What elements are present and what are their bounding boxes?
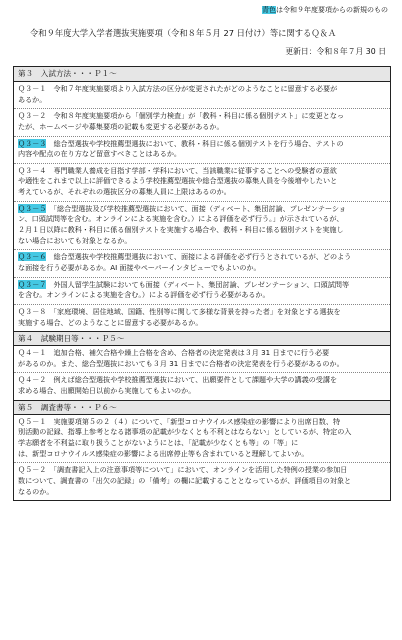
qa-item [14,82,390,109]
legend-note [262,5,388,16]
section-header: 第３ 入試方法・・・Ｐ１～ [14,67,390,82]
question-line [18,122,386,133]
question-text: 令和７年度実施要項より入試方法の区分が変更されたがどのようなことに留意する必要が [46,84,338,93]
question-text: 実施する場合、どのようなことに留意する必要があるか。 [18,317,203,327]
updated-date: 更新日：令和８年７月 30 日 [285,47,386,56]
question-text: があるのか。また、総合型選抜においても３月 31 日までに合格者の決定発表を行う必要があるのか。 [18,358,344,368]
question-line [18,149,386,160]
question-line [18,318,386,329]
question-number: Ｑ５－１ [18,416,47,426]
qa-item [14,373,390,399]
question-number: Ｑ３－５ [18,203,47,213]
qa-item [14,202,390,251]
question-number: Ｑ３－８ [18,306,47,316]
question-number: Ｑ３－３ [18,138,47,148]
question-line [18,290,386,301]
question-text: な面接を行う必要があるか。AI 面接やペーパーインタビューでもよいのか。 [18,262,261,272]
qa-item [14,346,390,373]
question-text: ２月１日以降に教科・科目に係る個別テストを実施する場合や、教科・科目に係る個別テストを実施し [18,225,344,235]
question-line [18,84,386,95]
question-line [18,252,386,263]
question-text: 追加合格、補欠合格や繰上合格を含め、合格者の決定発表は３月 31 日までに行う必要 [46,348,330,358]
question-text: 別活動の記録、指導上参考となる諸事項の記載が少なくとも不利とはならない」としているが、特定の入 [18,427,352,437]
legend-text: は令和９年度要項からの新規のもの [276,6,388,14]
qa-item [14,305,390,331]
page-title: 令和９年度大学入学者選抜実施要項（令和８年５月 27 日付け）等に関するＱ＆Ａ [30,28,337,38]
question-number: Ｑ３－７ [18,279,47,289]
question-number: Ｑ５－２ [18,465,47,475]
question-line [18,307,386,318]
question-line [18,139,386,150]
question-text: 「調査書記入上の注意事項等について」において、オンラインを活用した特例の授業の参加日 [46,465,348,475]
question-text: 実施要項第５の２（４）について、「新型コロナウイルス感染症の影響により出席日数、特 [46,416,341,426]
qa-item [14,137,390,164]
question-text: 総合型選抜や学校推薦型選抜において、面接による評価を必ず行うとされているが、どのよう [46,252,352,262]
qa-item [14,278,390,305]
question-line [18,214,386,225]
question-text: は、新型コロナウイルス感染症の影響による出席停止等も含まれていると理解してよいか。 [18,448,309,458]
question-line [18,236,386,247]
question-number: Ｑ３－４ [18,165,47,175]
question-line [18,187,386,198]
question-text: ン、口頭試問等を含む。オンラインによる実施を含む。）による評価を必ず行う。」が示されているが、 [18,214,344,224]
section-header: 第４ 試験期日等・・・Ｐ５～ [14,331,390,346]
question-line [18,166,386,177]
question-line [18,280,386,291]
question-text: 例えば総合型選抜や学校推薦型選抜において、出願要件として課題や大学の講義の受講を [46,375,338,385]
question-text: たが、ホームページや募集要項の記載も変更する必要があるか。 [18,121,224,131]
question-text: 数について、調査書の「出欠の記録」の「備考」の欄に記載することとなっているが、評価項目の対象と [18,475,352,485]
question-line [18,476,386,487]
question-text: や適性をこれまで以上に評価できるよう学校推薦型選抜や総合型選抜の募集人員を今後増やしたいと [18,176,338,186]
section-header: 第５ 調査書等・・・Ｐ６～ [14,400,390,415]
question-text: 総合型選抜や学校推薦型選抜において、教科・科目に係る個別テストを行う場合、テストの [46,138,344,148]
question-text: 内容や配点の在り方など留意すべきことはあるか。 [18,149,182,159]
question-line [18,375,386,386]
question-text: 専門職業人養成を目指す学部・学科において、当該職業に従事することへの受験者の意欲 [46,165,337,175]
question-text: 外国人留学生試験においても面接（ディベート、集団討論、プレゼンテーション、口頭試問等 [46,279,350,289]
question-line [18,359,386,370]
legend-highlight: 青色 [262,6,276,14]
question-line [18,465,386,476]
question-line [18,438,386,449]
question-text: 求める場合、出願開始日以前から実施してもよいのか。 [18,386,196,396]
qa-item [14,109,390,136]
question-line [18,417,386,428]
question-number: Ｑ４－２ [18,375,47,385]
question-line [18,487,386,498]
question-number: Ｑ３－６ [18,252,47,262]
qa-item [14,164,390,202]
question-text: 「総合型選抜及び学校推薦型選抜において、面接（ディベート、集団討論、プレゼンテーショ [46,203,346,213]
question-number: Ｑ３－１ [18,84,47,93]
question-line [18,263,386,274]
question-line [18,204,386,215]
question-text: を含む。オンラインによる実施を含む。）による評価を必ず行う必要があるか。 [18,290,270,300]
question-text: 令和８年度実施要項から「個別学力検査」が「教科・科目に係る個別テスト」に変更となっ [46,111,345,121]
question-number: Ｑ４－１ [18,348,47,358]
question-line [18,225,386,236]
question-text: 考えているが、それぞれの選抜区分の募集人員に上限はあるのか。 [18,187,231,197]
question-line [18,449,386,460]
question-line [18,348,386,359]
question-number: Ｑ３－２ [18,111,47,121]
question-line [18,95,386,106]
question-text: 学志願者を不利益に取り扱うことがないようにとは、「記載が少なくとも等」の「等」に [18,438,299,448]
question-text: ない場合においても対象となるか。 [18,235,132,245]
question-text: 「家庭環境、居住地域、国籍、性別等に関して多様な背景を持った者」を対象とする選抜を [46,306,341,316]
question-line [18,427,386,438]
qa-table [13,66,391,501]
question-line [18,386,386,397]
question-text: あるか。 [18,94,47,104]
qa-item [14,250,390,277]
qa-item [14,415,390,464]
question-text: なるのか。 [18,486,54,496]
question-line [18,111,386,122]
question-line [18,176,386,187]
qa-item [14,463,390,500]
